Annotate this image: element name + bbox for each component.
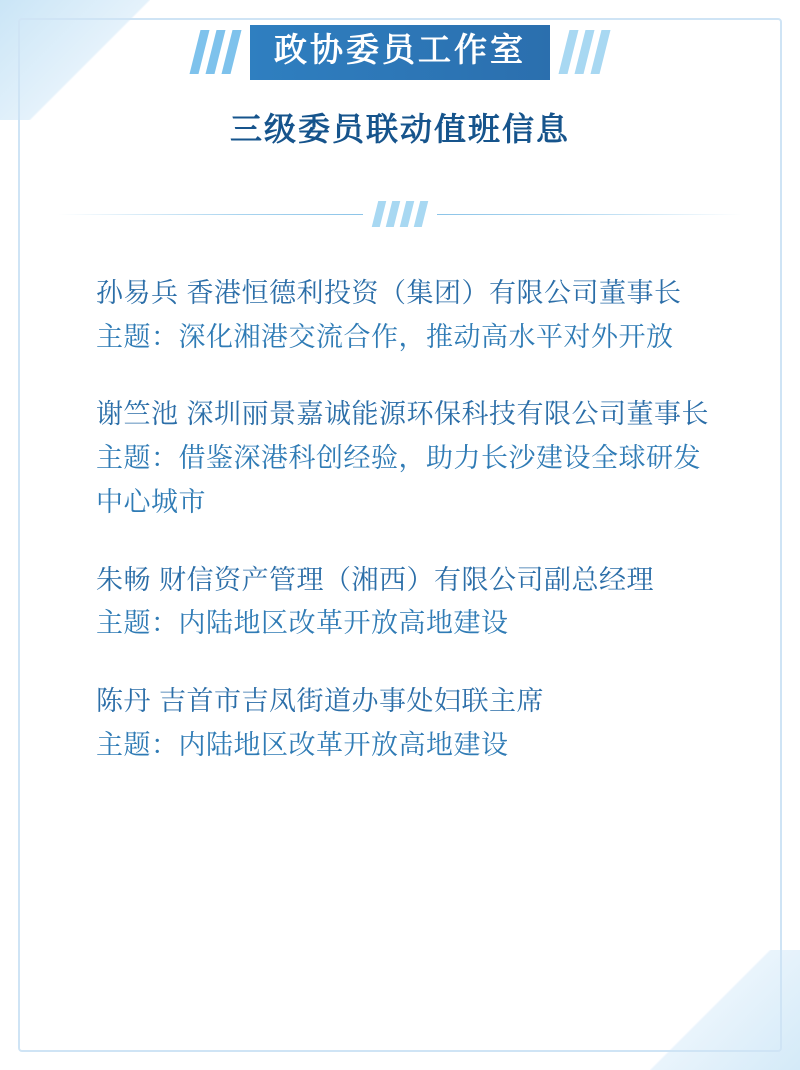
- section-divider: [58, 196, 742, 232]
- entry-name: 孙易兵 香港恒德利投资（集团）有限公司董事长: [96, 278, 682, 308]
- entry-topic: 主题：深化湘港交流合作，推动高水平对外开放: [96, 321, 674, 352]
- slash-decoration-right: [564, 30, 605, 74]
- entry-topic: 主题：内陆地区改革开放高地建设: [96, 608, 509, 639]
- list-item: [96, 559, 720, 646]
- entry-topic: 主题：借鉴深港科创经验，助力长沙建设全球研发中心城市: [96, 443, 701, 517]
- entry-name: 谢竺池 深圳丽景嘉诚能源环保科技有限公司董事长: [96, 399, 710, 430]
- entry-name: 朱畅 财信资产管理（湘西）有限公司副总经理: [96, 564, 655, 595]
- entry-list: [96, 272, 720, 768]
- divider-line-right: [437, 214, 742, 215]
- banner-title: 政协委员工作室: [250, 25, 550, 80]
- divider-line-left: [58, 214, 363, 215]
- entry-name: 陈丹 吉首市吉凤街道办事处妇联主席: [96, 686, 545, 717]
- page-subtitle: 三级委员联动值班信息: [229, 111, 570, 147]
- divider-slash-decoration: [375, 201, 425, 227]
- entry-topic: 主题：内陆地区改革开放高地建设: [96, 729, 509, 760]
- list-item: [96, 680, 720, 767]
- banner-row: [0, 20, 800, 84]
- list-item: [96, 393, 720, 524]
- list-item: [96, 272, 720, 359]
- slash-decoration-left: [195, 30, 236, 74]
